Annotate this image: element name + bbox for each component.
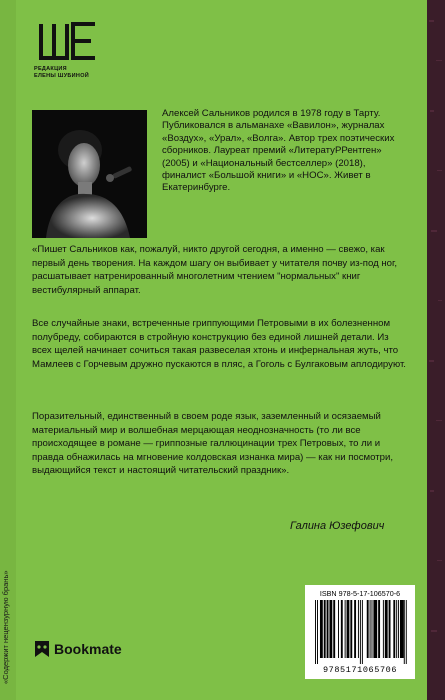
barcode-bar bbox=[358, 600, 359, 658]
publisher-logo bbox=[30, 22, 110, 84]
barcode-block bbox=[305, 585, 415, 679]
review-paragraph-2: Все случайные знаки, встреченные гриппующими Петровыми в их болезненном полубреду, собираются в стройную конструкцию без единой лишней детали. Из всех щелей начинает сочиться такая развеселая хтонь и инфернальная жуть, что Мамлеев с Горчевым дружно пускаются в пляс, а Гоголь с Булгаковым аплодируют. bbox=[32, 318, 406, 370]
review-paragraph-3: Поразительный, единственный в своем роде язык, заземленный и осязаемый материальный мир и волшебная мерцающая неоднозначность (то ли все происходящее в романе — гриппозные галлюцинации трех Петровых, то ли и правда обнажилась на мгновение колдовская изнанка мира) — как ни посмотри, выдающийся текст и настоящий читательский праздник». bbox=[32, 411, 394, 476]
publisher-mark-icon bbox=[39, 22, 99, 62]
barcode-bar bbox=[333, 600, 335, 658]
bookmate-icon bbox=[34, 640, 50, 658]
author-photo bbox=[32, 110, 147, 238]
barcode-bar bbox=[367, 600, 369, 658]
barcode-bar bbox=[378, 600, 380, 658]
barcode-bar bbox=[317, 600, 318, 664]
barcode bbox=[313, 600, 407, 664]
content-warning-note: «Содержит нецензурную брань» bbox=[1, 570, 10, 684]
barcode-bar bbox=[347, 600, 350, 658]
publisher-line-1: РЕДАКЦИЯ bbox=[34, 66, 67, 72]
barcode-bar bbox=[404, 600, 405, 664]
barcode-bar bbox=[329, 600, 332, 658]
barcode-bar bbox=[398, 600, 399, 658]
barcode-bar bbox=[383, 600, 384, 658]
barcode-bar bbox=[370, 600, 371, 658]
author-bio: Алексей Сальников родился в 1978 году в Тарту. Публиковался в альманахе «Вавилон», журналах «Воздух», «Урал», «Волга». Автор трех поэтических сборников. Лауреат премий «ЛитератуРРентген» (2005) и «Национальный бестселлер» (2018), финалист «Большой книги» и «НОС». Живет в Екатеринбурге. bbox=[162, 108, 395, 194]
edge-pattern bbox=[427, 0, 445, 700]
barcode-bar bbox=[373, 600, 377, 658]
author-portrait bbox=[32, 110, 147, 238]
barcode-bar bbox=[350, 600, 352, 658]
review-signature: Галина Юзефович bbox=[290, 520, 385, 532]
publisher-line-2: ЕЛЕНЫ ШУБИНОЙ bbox=[34, 73, 90, 79]
barcode-bar bbox=[354, 600, 356, 658]
isbn-text: ISBN 978-5-17-106570-6 bbox=[319, 589, 401, 598]
barcode-bar bbox=[315, 600, 316, 664]
barcode-bar bbox=[406, 600, 407, 664]
barcode-bar bbox=[341, 600, 343, 658]
barcode-bar bbox=[327, 600, 329, 658]
barcode-bar bbox=[396, 600, 397, 658]
bookmate-label: Bookmate bbox=[54, 641, 122, 657]
barcode-number: 9785171065706 bbox=[322, 665, 398, 675]
barcode-bar bbox=[338, 600, 339, 658]
barcode-bar bbox=[320, 600, 323, 658]
review-paragraph-1: «Пишет Сальников как, пожалуй, никто другой сегодня, а именно — свежо, как первый день творения. На каждом шагу он выбивает у читателя почву из-под ног, расшатывает натренированный многолетним чтением "нормальных" книг вестибулярный аппарат. bbox=[32, 244, 397, 296]
barcode-bar bbox=[385, 600, 388, 658]
right-edge-strip bbox=[427, 0, 445, 700]
barcode-bar bbox=[372, 600, 373, 658]
barcode-bar bbox=[400, 600, 404, 658]
barcode-bar bbox=[393, 600, 395, 658]
barcode-bar bbox=[345, 600, 346, 658]
barcode-bar bbox=[362, 600, 363, 664]
barcode-bar bbox=[360, 600, 361, 664]
barcode-bar bbox=[324, 600, 326, 658]
barcode-bar bbox=[389, 600, 391, 658]
